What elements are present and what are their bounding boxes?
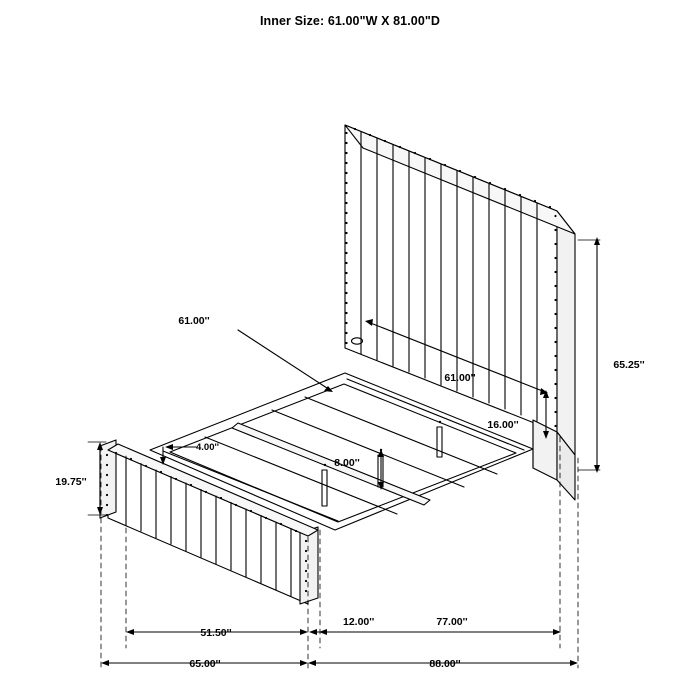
dim-label-headboard-height: 65.25'' (613, 359, 645, 371)
dim-label-side-rail-offset: 12.00'' (343, 616, 375, 628)
dim-line-65-25 (578, 237, 600, 473)
dim-line-77 (319, 629, 561, 635)
leader-line-61-inner (238, 330, 333, 392)
dim-label-headboard-width: 61.00'' (444, 372, 476, 384)
dim-label-headboard-lower-height: 16.00'' (487, 419, 519, 431)
dim-label-rail-thickness: 4.00'' (196, 442, 220, 453)
page-title: Inner Size: 61.00"W X 81.00"D (259, 14, 441, 28)
dim-label-footboard-inner-width: 51.50'' (200, 627, 232, 639)
dim-label-headboard-inner-width: 61.00'' (178, 315, 210, 327)
dim-label-overall-depth: 88.00'' (429, 658, 461, 670)
dim-label-side-depth: 77.00'' (436, 616, 468, 628)
dim-label-footboard-height: 19.75'' (55, 476, 87, 488)
dim-label-slat-clearance: 8.00'' (334, 457, 360, 469)
dim-label-footboard-width: 65.00'' (189, 658, 221, 670)
